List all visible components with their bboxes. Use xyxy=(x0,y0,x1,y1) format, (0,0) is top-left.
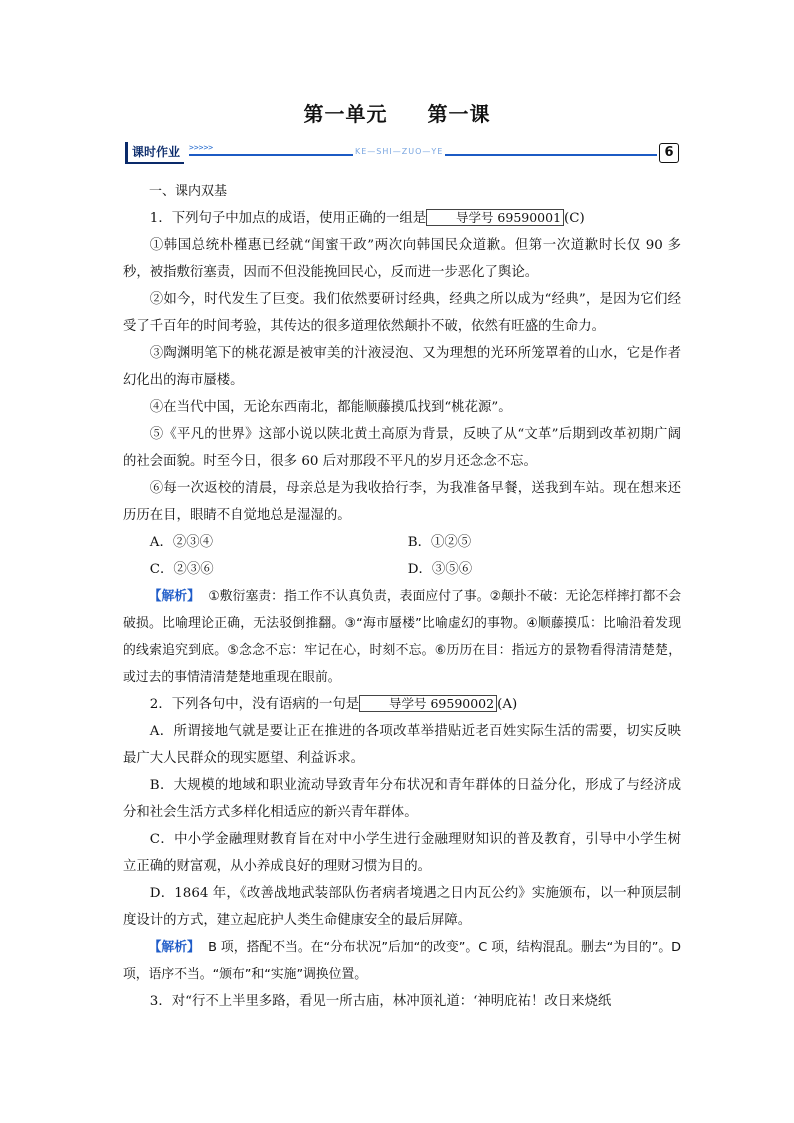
question-text: 1．下列句子中加点的成语，使用正确的一组是 xyxy=(149,211,427,226)
lesson-title: 第一课 xyxy=(427,102,491,126)
question-3-stem: 3．对“行不上半里多路，看见一所古庙，林冲顶礼道：‘神明庇祐！改日来烧纸 xyxy=(149,994,612,1009)
sentence-6: ⑥每一次返校的清晨，母亲总是为我收拾行李，为我准备早餐，送我到车站。现在想来还历历在目，眼睛不自觉地总是湿湿的。 xyxy=(123,481,681,523)
analysis-1 xyxy=(123,583,681,691)
guide-number: 导学号 69590002 xyxy=(359,695,497,712)
homework-banner xyxy=(123,142,679,164)
option-d: D．③⑤⑥ xyxy=(407,562,473,577)
option-2b: B．大规模的地域和职业流动导致青年分布状况和青年群体的日益分化，形成了与经济成分和社会生活方式多样化相适应的新兴青年群体。 xyxy=(123,778,681,820)
option-c: C．②③⑥ xyxy=(149,562,214,577)
analysis-label: 【解析】 xyxy=(148,589,200,604)
analysis-label: 【解析】 xyxy=(148,940,200,955)
option-2a: A．所谓接地气就是要让正在推进的各项改革举措贴近老百姓实际生活的需要，切实反映最广大人民群众的现实愿望、利益诉求。 xyxy=(123,724,681,766)
option-a: A．②③④ xyxy=(149,535,214,550)
sentence-3: ③陶渊明笔下的桃花源是被审美的汁液浸泡、又为理想的光环所笼罩着的山水，它是作者幻化出的海市蜃楼。 xyxy=(123,346,681,388)
unit-title: 第一单元 xyxy=(303,102,388,126)
question-text: 2．下列各句中，没有语病的一句是 xyxy=(149,697,360,712)
answer: (A) xyxy=(497,697,518,712)
banner-pinyin: KE—SHI—ZUO—YE xyxy=(355,147,444,156)
banner-number: 6 xyxy=(659,143,679,163)
option-2d: D．1864 年，《改善战地武装部队伤者病者境遇之日内瓦公约》实施颁布，以一种顶层制度设计的方式，建立起庇护人类生命健康安全的最后屏障。 xyxy=(123,886,681,928)
question-2-stem xyxy=(123,691,681,718)
options-row-2 xyxy=(123,556,681,583)
answer: (C) xyxy=(564,211,585,226)
banner-arrows: >>>>> xyxy=(189,143,214,152)
sentence-1: ①韩国总统朴槿惠已经就“闺蜜干政”两次向韩国民众道歉。但第一次道歉时长仅 90 多秒，被指敷衍塞责，因而不但没能挽回民心，反而进一步恶化了舆论。 xyxy=(123,238,681,280)
option-2c: C．中小学金融理财教育旨在对中小学生进行金融理财知识的普及教育，引导中小学生树立正确的财富观，从小养成良好的理财习惯为目的。 xyxy=(123,832,681,874)
option-b: B．①②⑤ xyxy=(407,535,472,550)
section-heading: 一、课内双基 xyxy=(149,184,228,199)
page-title xyxy=(0,98,794,127)
analysis-text: ①敷衍塞责：指工作不认真负责，表面应付了事。②颠扑不破：无论怎样摔打都不会破损。比喻理论正确，无法驳倒推翻。③“海市蜃楼”比喻虚幻的事物。④顺藤摸瓜：比喻沿着发现的线索追究到底。⑤念念不忘：牢记在心，时刻不忘。⑥历历在目：指远方的景物看得清清楚楚，或过去的事情清清楚楚地重现在眼前。 xyxy=(123,589,682,685)
analysis-text: B 项，搭配不当。在“分布状况”后加“的改变”。C 项，结构混乱。删去“为目的”。D 项，语序不当。“颁布”和“实施”调换位置。 xyxy=(123,940,682,982)
analysis-2 xyxy=(123,934,681,988)
sentence-5: ⑤《平凡的世界》这部小说以陕北黄土高原为背景，反映了从“文革”后期到改革初期广阔的社会面貌。时至今日，很多 60 后对那段不平凡的岁月还念念不忘。 xyxy=(123,427,681,469)
guide-number: 导学号 69590001 xyxy=(426,209,564,226)
options-row-1 xyxy=(123,529,681,556)
question-1-stem xyxy=(123,205,681,232)
document-body xyxy=(123,178,681,1015)
sentence-4: ④在当代中国，无论东西南北，都能顺藤摸瓜找到“桃花源”。 xyxy=(149,400,512,415)
sentence-2: ②如今，时代发生了巨变。我们依然要研讨经典，经典之所以成为“经典”，是因为它们经受了千百年的时间考验，其传达的很多道理依然颠扑不破，依然有旺盛的生命力。 xyxy=(123,292,681,334)
banner-label: 课时作业 xyxy=(125,142,184,164)
